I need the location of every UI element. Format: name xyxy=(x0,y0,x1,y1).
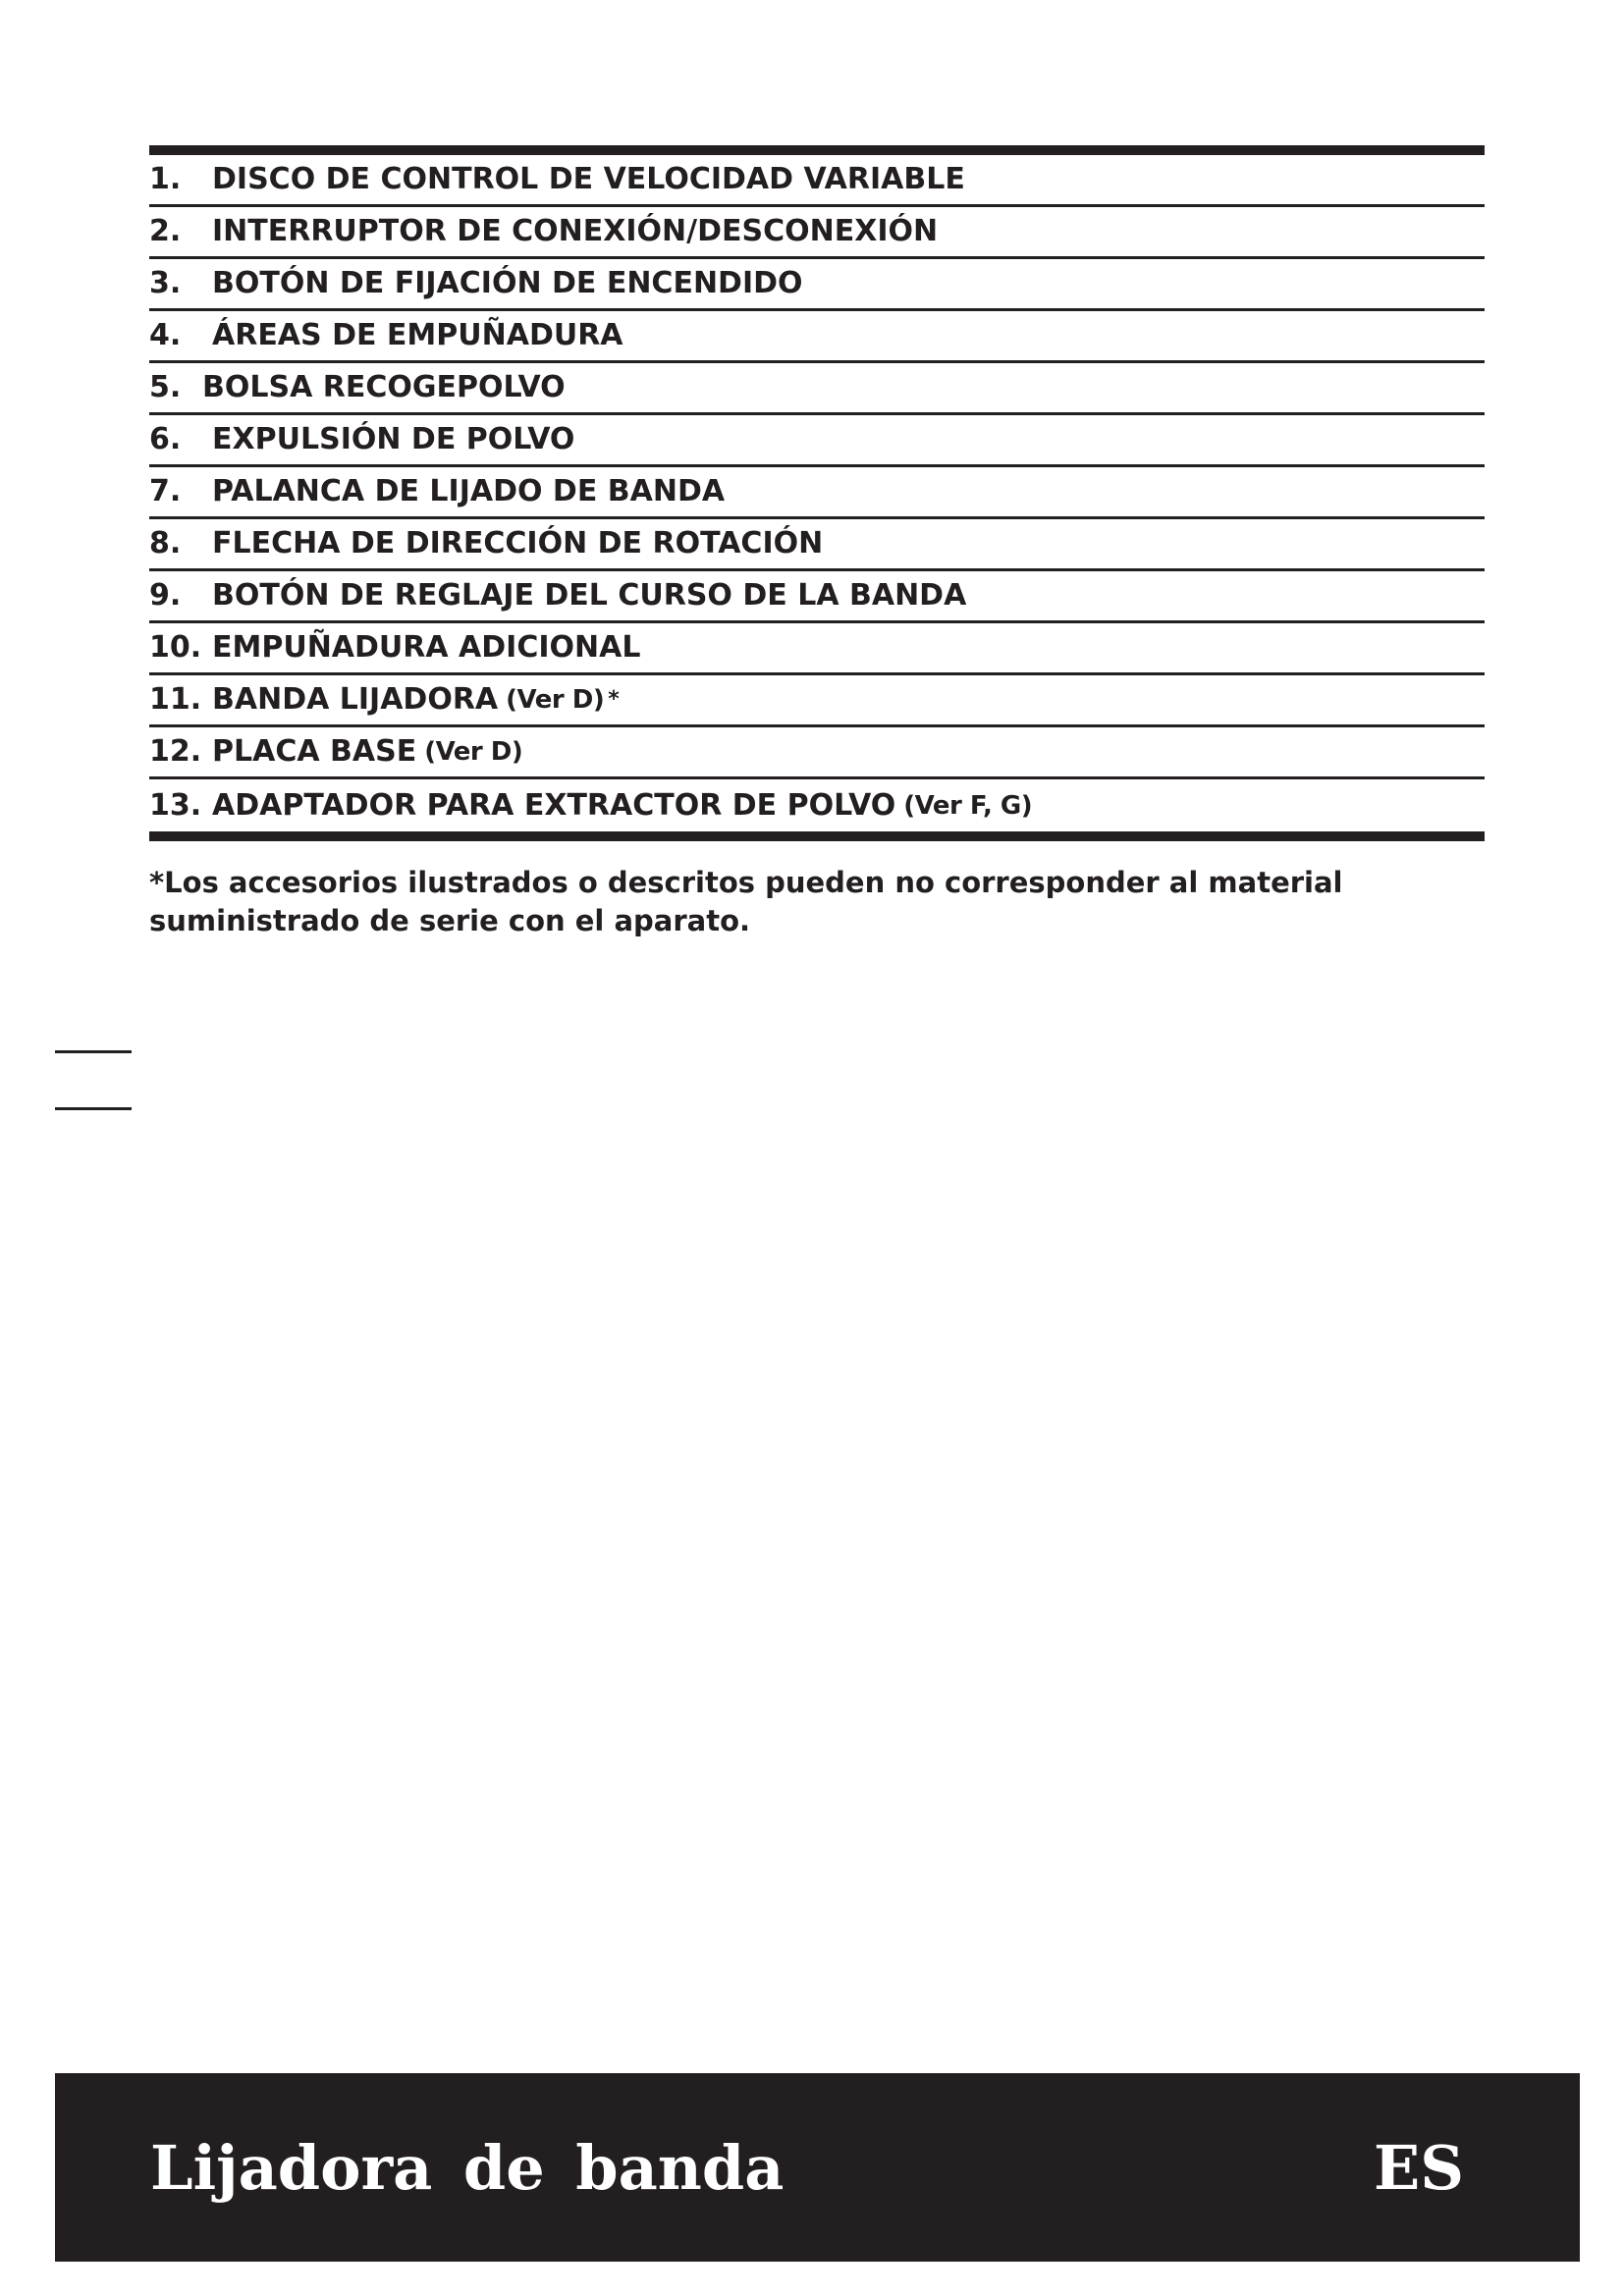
part-number: 9. xyxy=(149,578,182,613)
part-label: EMPUÑADURA ADICIONAL xyxy=(212,630,641,665)
part-row xyxy=(149,259,1485,311)
part-number: 2. xyxy=(149,214,182,248)
part-reference: (Ver F, G) xyxy=(903,790,1033,821)
part-row xyxy=(149,415,1485,467)
part-row xyxy=(149,623,1485,675)
part-label: PALANCA DE LIJADO DE BANDA xyxy=(212,474,726,508)
part-number: 13. xyxy=(149,787,202,823)
part-row xyxy=(149,207,1485,259)
part-number: 6. xyxy=(149,422,182,456)
part-label: INTERRUPTOR DE CONEXIÓN/DESCONEXIÓN xyxy=(212,214,939,248)
part-number: 4. xyxy=(149,318,182,352)
accessories-footnote xyxy=(149,864,1426,940)
part-number: 7. xyxy=(149,474,182,508)
part-row xyxy=(149,155,1485,207)
margin-rule xyxy=(55,1050,132,1053)
part-label: EXPULSIÓN DE POLVO xyxy=(212,422,575,456)
asterisk-mark: * xyxy=(608,687,620,712)
part-row xyxy=(149,727,1485,779)
part-label: BOTÓN DE REGLAJE DEL CURSO DE LA BANDA xyxy=(212,578,967,613)
part-number: 3. xyxy=(149,266,182,300)
part-number: 10. xyxy=(149,630,202,665)
part-label: PLACA BASE xyxy=(212,734,417,769)
parts-list xyxy=(149,145,1485,841)
language-code: ES xyxy=(1373,2132,1464,2204)
product-title: Lijadora de banda xyxy=(150,2132,785,2204)
part-label: FLECHA DE DIRECCIÓN DE ROTACIÓN xyxy=(212,526,824,561)
margin-rule xyxy=(55,1107,132,1110)
part-label: BOLSA RECOGEPOLVO xyxy=(202,370,566,404)
footnote-line-1: Los accesorios ilustrados o descritos pueden no corresponder al material xyxy=(164,866,1343,899)
footnote-line-2: suministrado de serie con el aparato. xyxy=(149,904,751,937)
part-number: 8. xyxy=(149,526,182,561)
part-row xyxy=(149,311,1485,363)
part-label: DISCO DE CONTROL DE VELOCIDAD VARIABLE xyxy=(212,162,965,196)
part-row xyxy=(149,571,1485,623)
part-number: 12. xyxy=(149,734,202,769)
part-number: 11. xyxy=(149,682,202,717)
part-reference: (Ver D) xyxy=(506,685,605,715)
part-row xyxy=(149,467,1485,519)
part-reference: (Ver D) xyxy=(424,737,523,767)
part-label: BOTÓN DE FIJACIÓN DE ENCENDIDO xyxy=(212,266,803,300)
part-row xyxy=(149,363,1485,415)
footer-band xyxy=(55,2073,1580,2262)
part-label: BANDA LIJADORA xyxy=(212,682,499,717)
part-label: ÁREAS DE EMPUÑADURA xyxy=(212,318,623,352)
part-label: ADAPTADOR PARA EXTRACTOR DE POLVO xyxy=(212,787,896,823)
asterisk-mark: * xyxy=(149,866,165,899)
part-number: 5. xyxy=(149,370,182,404)
part-number: 1. xyxy=(149,162,182,196)
part-row xyxy=(149,779,1485,831)
part-row xyxy=(149,519,1485,571)
part-row xyxy=(149,675,1485,727)
